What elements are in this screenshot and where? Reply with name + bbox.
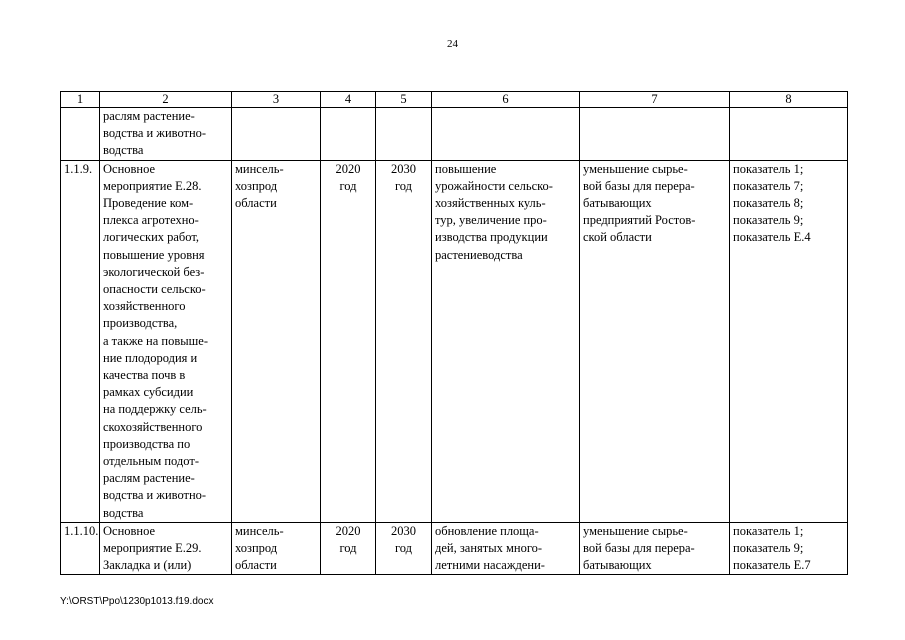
header-cell: 5	[376, 92, 432, 108]
end-year: 2030 год	[376, 522, 432, 575]
header-cell: 3	[232, 92, 321, 108]
header-cell: 8	[730, 92, 848, 108]
header-cell: 4	[321, 92, 376, 108]
start-year: 2020 год	[321, 522, 376, 575]
table-row	[61, 108, 848, 161]
consequence: уменьшение сырье- вой базы для перера- батывающих предприятий Ростов- ской области	[580, 160, 730, 522]
start-year	[321, 108, 376, 161]
row-number	[61, 108, 100, 161]
start-year: 2020 год	[321, 160, 376, 522]
table-row	[61, 522, 848, 575]
file-path-footer: Y:\ORST\Ppo\1230p1013.f19.docx	[60, 596, 214, 607]
row-number: 1.1.10.	[61, 522, 100, 575]
indicators	[730, 108, 848, 161]
expected-result	[432, 108, 580, 161]
executor: минсель- хозпрод области	[232, 160, 321, 522]
expected-result: обновление площа- дей, занятых много- летними насаждени-	[432, 522, 580, 575]
measure-name: Основное мероприятие Е.28. Проведение ком- плекса агротехно- логических работ, повышение уровня экологической без- опасности сельско- хозяйственного производства, а также на повыше- ние плодородия и качества почв в рамках субсидии на поддержку сель- скохозяйственного производства по отдельным подот- раслям растение- водства и животно- водства	[100, 160, 232, 522]
measure-name: раслям растение- водства и животно- водства	[100, 108, 232, 161]
table-row	[61, 160, 848, 522]
expected-result: повышение урожайности сельско- хозяйственных куль- тур, увеличение про- изводства продукции растениеводства	[432, 160, 580, 522]
measure-name: Основное мероприятие Е.29. Закладка и (или)	[100, 522, 232, 575]
consequence	[580, 108, 730, 161]
end-year: 2030 год	[376, 160, 432, 522]
executor: минсель- хозпрод области	[232, 522, 321, 575]
header-cell: 1	[61, 92, 100, 108]
header-cell: 7	[580, 92, 730, 108]
row-number: 1.1.9.	[61, 160, 100, 522]
measures-table	[60, 91, 848, 575]
executor	[232, 108, 321, 161]
end-year	[376, 108, 432, 161]
table-header-row	[61, 92, 848, 108]
header-cell: 2	[100, 92, 232, 108]
consequence: уменьшение сырье- вой базы для перера- батывающих	[580, 522, 730, 575]
indicators: показатель 1; показатель 9; показатель Е.7	[730, 522, 848, 575]
page-number: 24	[447, 38, 458, 50]
header-cell: 6	[432, 92, 580, 108]
indicators: показатель 1; показатель 7; показатель 8; показатель 9; показатель Е.4	[730, 160, 848, 522]
